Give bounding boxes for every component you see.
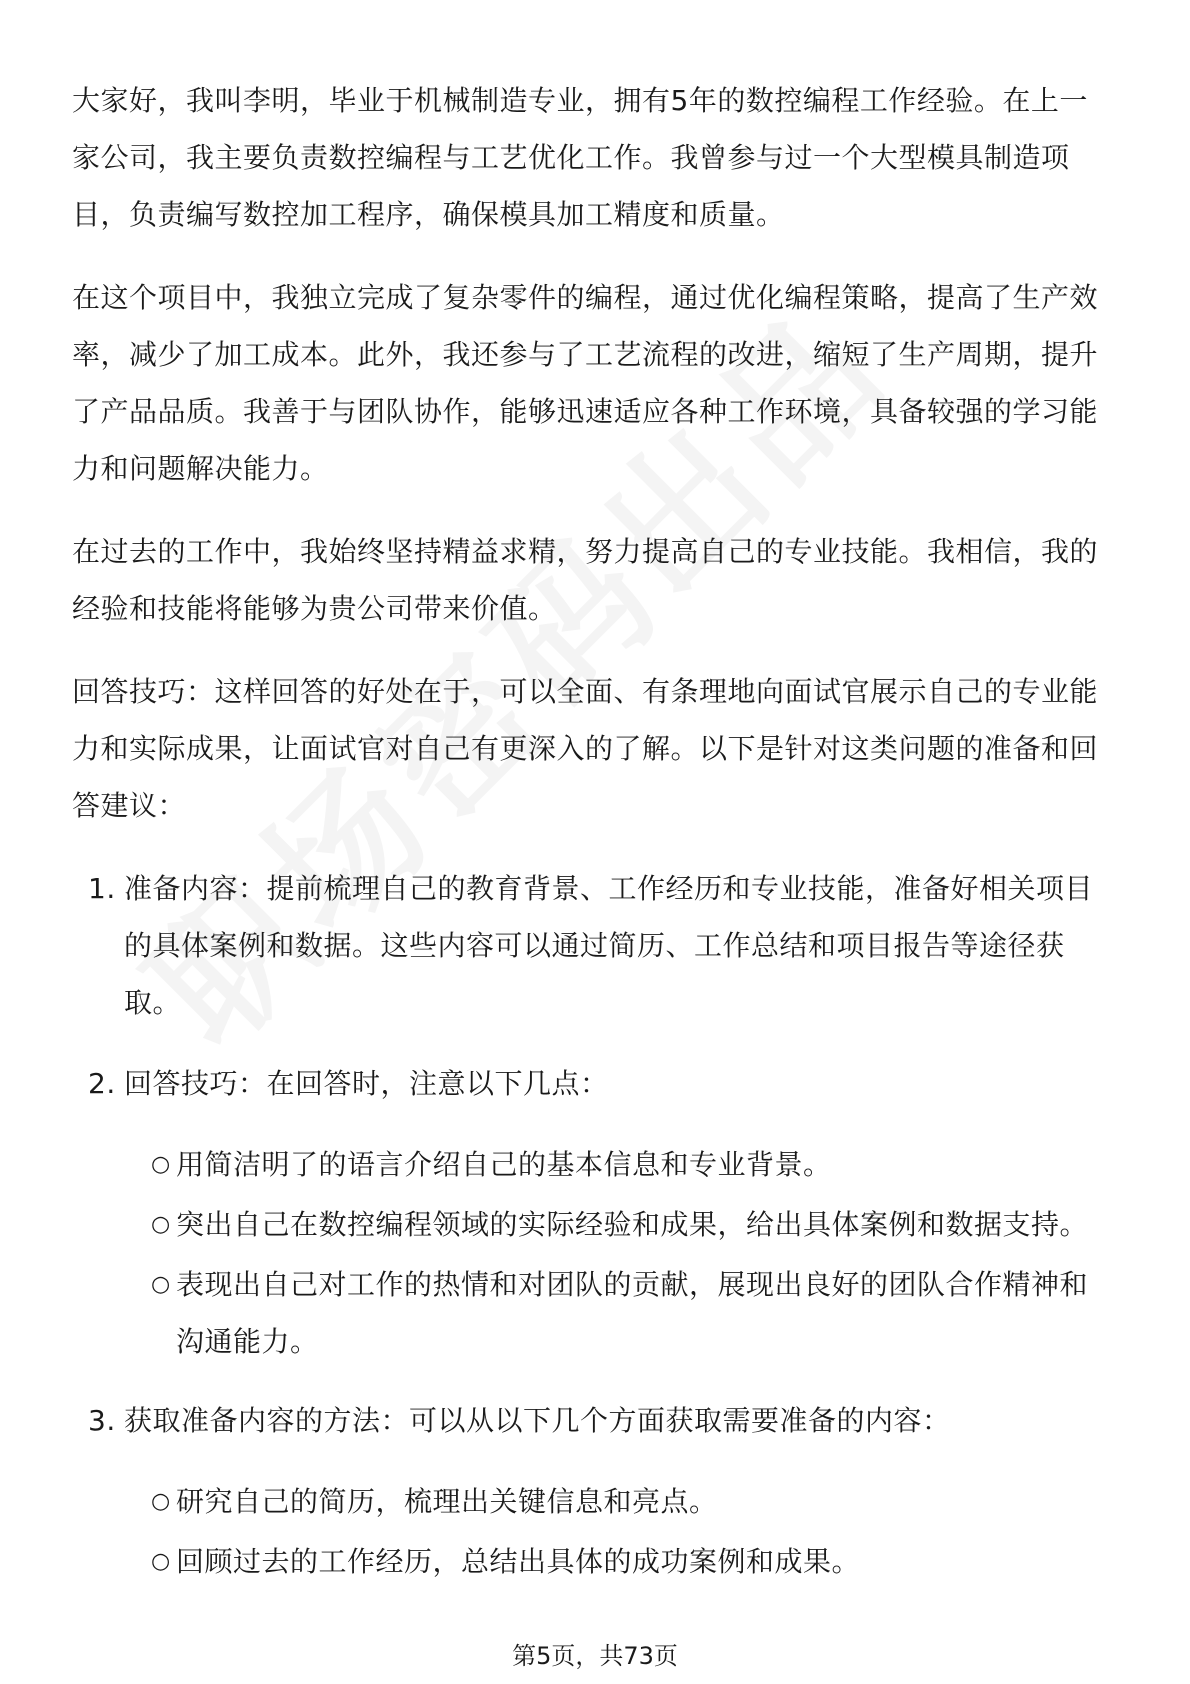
paragraph-closing: 在过去的工作中，我始终坚持精益求精，努力提高自己的专业技能。我相信，我的经验和技能将能够为贵公司带来价值。 bbox=[72, 535, 1099, 625]
page-footer: 第5页，共73页 bbox=[512, 1642, 678, 1670]
document-body bbox=[72, 72, 1112, 1612]
bullet-icon: ○ bbox=[151, 1212, 171, 1237]
sub-list-3 bbox=[72, 1473, 1112, 1590]
list-number: 3. bbox=[88, 1404, 116, 1437]
list-item-1 bbox=[72, 860, 1112, 1031]
sub-list-item: ○ 用简洁明了的语言介绍自己的基本信息和专业背景。 bbox=[72, 1136, 1112, 1193]
list-number: 2. bbox=[88, 1067, 116, 1100]
paragraph-tips: 回答技巧：这样回答的好处在于，可以全面、有条理地向面试官展示自己的专业能力和实际成果，让面试官对自己有更深入的了解。以下是针对这类问题的准备和回答建议： bbox=[72, 675, 1099, 822]
bullet-icon: ○ bbox=[151, 1152, 171, 1177]
list-item-3 bbox=[72, 1392, 1112, 1449]
bullet-icon: ○ bbox=[151, 1549, 171, 1574]
bullet-icon: ○ bbox=[151, 1272, 171, 1297]
paragraph-project: 在这个项目中，我独立完成了复杂零件的编程，通过优化编程策略，提高了生产效率，减少了加工成本。此外，我还参与了工艺流程的改进，缩短了生产周期，提升了产品品质。我善于与团队协作，能够迅速适应各种工作环境，具备较强的学习能力和问题解决能力。 bbox=[72, 281, 1099, 485]
sub-list-item: ○ 回顾过去的工作经历，总结出具体的成功案例和成果。 bbox=[72, 1533, 1112, 1590]
bullet-icon: ○ bbox=[151, 1489, 171, 1514]
list-item-text: 准备内容：提前梳理自己的教育背景、工作经历和专业技能，准备好相关项目的具体案例和数据。这些内容可以通过简历、工作总结和项目报告等途径获取。 bbox=[124, 872, 1094, 1019]
list-number: 1. bbox=[88, 872, 116, 905]
list-item-text: 回答技巧：在回答时，注意以下几点： bbox=[124, 1067, 609, 1100]
sub-list-item: ○ 研究自己的简历，梳理出关键信息和亮点。 bbox=[72, 1473, 1112, 1530]
list-item-text: 获取准备内容的方法：可以从以下几个方面获取需要准备的内容： bbox=[124, 1404, 951, 1437]
list-item-2 bbox=[72, 1055, 1112, 1112]
sub-list-item: ○ 表现出自己对工作的热情和对团队的贡献，展现出良好的团队合作精神和沟通能力。 bbox=[72, 1256, 1112, 1370]
paragraph-intro: 大家好，我叫李明，毕业于机械制造专业，拥有5年的数控编程工作经验。在上一家公司，我主要负责数控编程与工艺优化工作。我曾参与过一个大型模具制造项目，负责编写数控加工程序，确保模具加工精度和质量。 bbox=[72, 84, 1088, 231]
sub-list-item: ○ 突出自己在数控编程领域的实际经验和成果，给出具体案例和数据支持。 bbox=[72, 1196, 1112, 1253]
sub-list-2 bbox=[72, 1136, 1112, 1370]
